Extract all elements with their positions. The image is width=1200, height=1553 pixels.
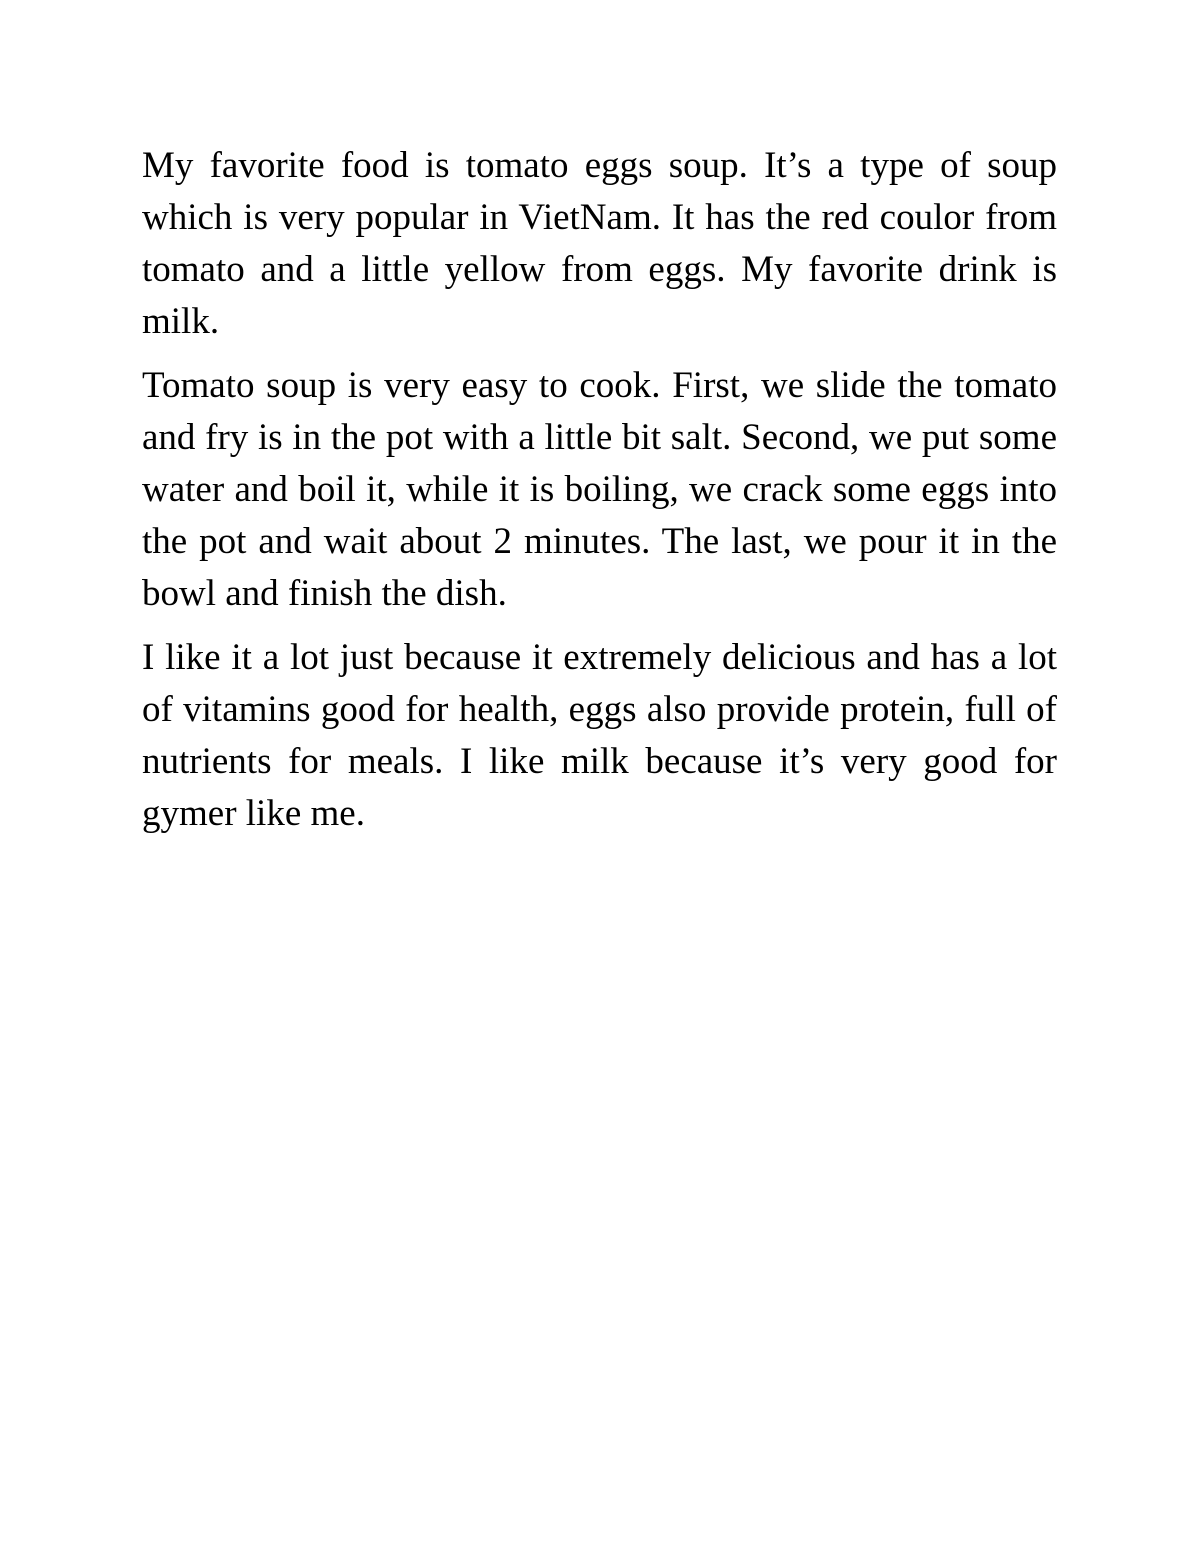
paragraph-cooking-steps: Tomato soup is very easy to cook. First, we slide the tomato and fry is in the pot with a little bit salt. Second, we put some water and boil it, while it is boiling, we crack some eggs into the pot and wait about 2 minutes. The last, we pour it in the bowl and finish the dish. [142,365,1057,614]
paragraph-favorite-food: My favorite food is tomato eggs soup. It’s a type of soup which is very popular in VietNam. It has the red coulor from tomato and a little yellow from eggs. My favorite drink is milk. [142,145,1057,342]
document-body [142,140,1057,852]
paragraph-reasons: I like it a lot just because it extremely delicious and has a lot of vitamins good for health, eggs also provide protein, full of nutrients for meals. I like milk because it’s very good for gymer like me. [142,637,1057,834]
